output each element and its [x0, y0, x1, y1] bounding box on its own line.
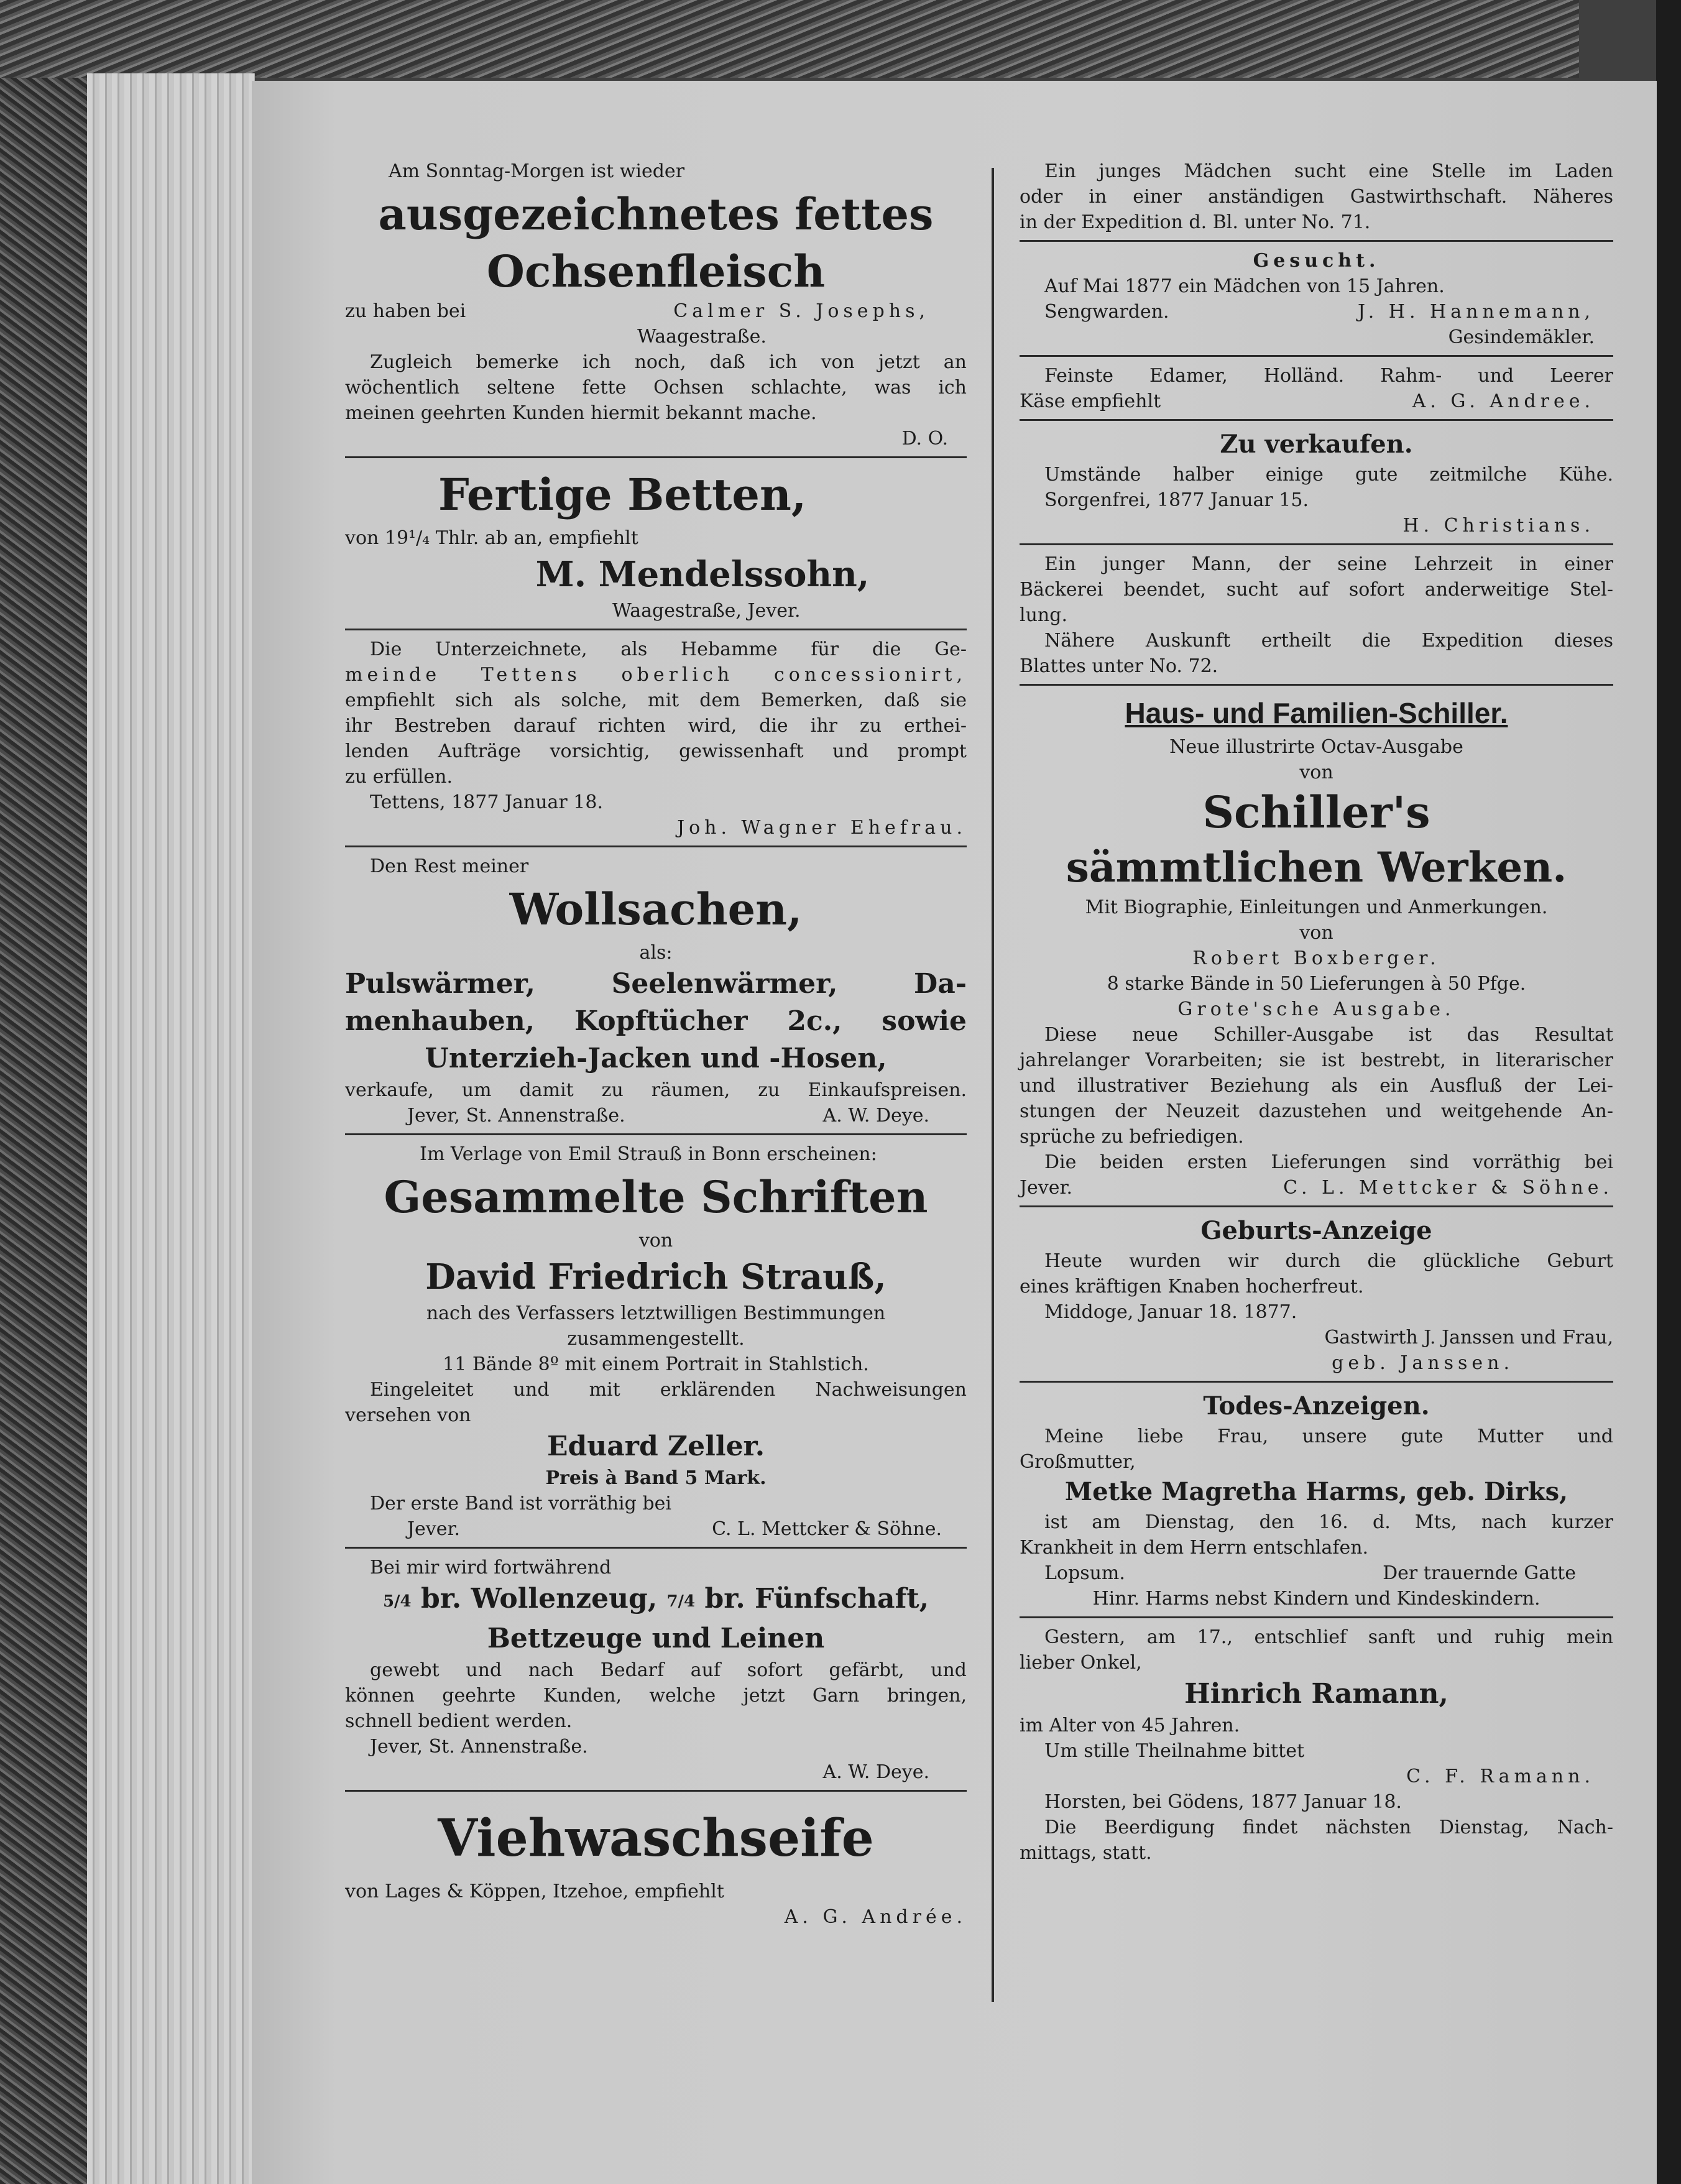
ad-item-line: Bettzeuge und Leinen: [487, 1623, 825, 1654]
ad-signature: A. G. Andrée.: [784, 1906, 967, 1928]
ad-line: [345, 1103, 967, 1128]
ad-address: Waagestraße, Jever.: [612, 600, 801, 622]
ad-text: Großmutter,: [1020, 1451, 1136, 1473]
ad-text: Käse empfiehlt: [1020, 390, 1161, 412]
ad-text: wöchentlich seltene fette Ochsen schlachte, was ich: [345, 377, 967, 399]
ad-location: Sengwarden.: [1044, 301, 1169, 323]
ad-text: Im Verlage von Emil Strauß in Bonn erscheinen:: [420, 1143, 877, 1165]
ad-text: lung.: [1020, 604, 1067, 626]
ad-text: schnell bedient werden.: [345, 1710, 573, 1732]
ad-location: Lopsum.: [1044, 1562, 1125, 1584]
ad-edamer: [1020, 363, 1613, 414]
ad-text: sprüche zu befriedigen.: [1020, 1126, 1244, 1148]
ad-text: können geehrte Kunden, welche jetzt Garn bringen,: [345, 1685, 967, 1707]
ad-text: von 19¹/₄ Thlr. ab an, empfiehlt: [345, 527, 638, 549]
ad-line: [1020, 1560, 1613, 1586]
ad-text: Nähere Auskunft ertheilt die Expedition dieses: [1044, 630, 1613, 652]
ad-separator: [1020, 1616, 1613, 1618]
ad-item: br. Fünfschaft,: [704, 1583, 929, 1615]
ad-text: Gesindemäkler.: [1448, 326, 1595, 348]
page-edges: [87, 73, 255, 2184]
ad-text: Neue illustrirte Octav-Ausgabe: [1169, 736, 1463, 758]
ad-separator: [1020, 240, 1613, 242]
ad-line: [1020, 299, 1613, 325]
ad-item-line: Unterzieh-Jacken und -Hosen,: [425, 1043, 887, 1074]
ad-text: versehen von: [345, 1404, 471, 1426]
ad-editor: Eduard Zeller.: [546, 1431, 765, 1462]
ad-item: br. Wollenzeug,: [420, 1583, 658, 1615]
ad-signature: C. F. Ramann.: [1406, 1766, 1595, 1787]
ad-headline: Viehwaschseife: [438, 1808, 874, 1868]
ad-schiller: [1020, 692, 1613, 1200]
ad-item-line: [345, 1580, 967, 1620]
ad-text: oder in einer anständigen Gastwirthschaft. Näheres: [1020, 186, 1613, 208]
ad-text: 8 starke Bände in 50 Lieferungen à 50 Pfge.: [1107, 973, 1526, 995]
ad-location: Jever, St. Annenstraße.: [370, 1736, 588, 1758]
ad-date: Horsten, bei Gödens, 1877 Januar 18.: [1044, 1791, 1402, 1813]
ad-text: in der Expedition d. Bl. unter No. 71.: [1020, 211, 1371, 233]
ad-text: Die Unterzeichnete, als Hebamme für die Ge-: [370, 638, 967, 660]
ad-text: Der trauernde Gatte: [1383, 1562, 1576, 1584]
ad-text: stungen der Neuzeit dazustehen und weitgehende An-: [1020, 1100, 1613, 1122]
ad-text: Ein junger Mann, der seine Lehrzeit in einer: [1044, 553, 1613, 575]
ad-date: Middoge, Januar 18. 1877.: [1044, 1301, 1297, 1323]
ad-headline: Wollsachen,: [509, 883, 803, 935]
ad-deceased-name: Metke Magretha Harms, geb. Dirks,: [1064, 1477, 1568, 1506]
ad-signature: A. W. Deye.: [822, 1761, 929, 1783]
ad-headline: Gesucht.: [1253, 250, 1380, 272]
ad-text: Gestern, am 17., entschlief sanft und ruhig mein: [1044, 1626, 1613, 1648]
ad-text: ist am Dienstag, den 16. d. Mts, nach kurzer: [1044, 1511, 1613, 1533]
ad-junger-mann: [1020, 551, 1613, 679]
ad-text: Krankheit in dem Herrn entschlafen.: [1020, 1537, 1369, 1559]
ad-separator: [345, 456, 967, 458]
ad-advertiser: Calmer S. Josephs,: [673, 300, 929, 322]
ad-text: verkaufe, um damit zu räumen, zu Einkaufspreisen.: [345, 1079, 967, 1101]
book-binding-left: [0, 0, 87, 2184]
ad-kuehe: [1020, 427, 1613, 538]
ad-text: Feinste Edamer, Holländ. Rahm- und Leerer: [1044, 365, 1613, 387]
ad-date: Sorgenfrei, 1877 Januar 15.: [1044, 489, 1309, 511]
ad-separator: [1020, 355, 1613, 357]
ad-signature: H. Christians.: [1402, 515, 1595, 537]
book-shadow-right: [1656, 0, 1681, 2184]
ad-text: empfiehlt sich als solche, mit dem Bemerken, daß sie: [345, 689, 967, 711]
ad-gesucht: [1020, 248, 1613, 350]
ad-advertiser: J. H. Hannemann,: [1358, 301, 1595, 323]
ad-strauss: [345, 1141, 967, 1542]
ad-text: Zugleich bemerke ich noch, daß ich von jetzt an: [370, 351, 967, 373]
ad-separator: [1020, 543, 1613, 545]
book-binding-top: [0, 0, 1579, 78]
ad-wollsachen: [345, 854, 967, 1128]
ad-separator: [345, 1133, 967, 1135]
ad-separator: [345, 845, 967, 847]
ad-text: zu erfüllen.: [345, 766, 453, 788]
ad-signature: geb. Janssen.: [1332, 1352, 1514, 1374]
ad-text: gewebt und nach Bedarf auf sofort gefärbt, und: [370, 1659, 967, 1681]
left-column: [345, 159, 967, 1930]
ad-text: Diese neue Schiller-Ausgabe ist das Resultat: [1044, 1024, 1613, 1046]
ad-location: Jever, St. Annenstraße.: [407, 1105, 625, 1127]
ad-hebamme: [345, 637, 967, 841]
ad-advertiser: M. Mendelssohn,: [535, 554, 870, 595]
ad-headline: Haus- und Familien-Schiller.: [1125, 697, 1508, 729]
ad-text: Mit Biographie, Einleitungen und Anmerkungen.: [1085, 896, 1548, 918]
ad-separator: [345, 1790, 967, 1792]
ad-text: jahrelanger Vorarbeiten; sie ist bestrebt, in literarischer: [1020, 1049, 1613, 1071]
ad-text: Den Rest meiner: [370, 855, 529, 877]
ad-author: David Friedrich Strauß,: [425, 1256, 887, 1297]
ad-line: [345, 1516, 967, 1542]
ad-text: mittags, statt.: [1020, 1842, 1152, 1864]
ad-headline: Gesammelte Schriften: [384, 1171, 928, 1223]
ad-text: Heute wurden wir durch die glückliche Geburt: [1044, 1250, 1613, 1272]
ad-headline: Zu verkaufen.: [1220, 430, 1413, 459]
column-divider: [992, 168, 994, 2002]
ad-betten: [345, 464, 967, 624]
ad-separator: [345, 1547, 967, 1549]
ad-headline: Todes-Anzeigen.: [1203, 1391, 1430, 1421]
ad-text: und illustrativer Beziehung als ein Ausfluß der Lei-: [1020, 1075, 1613, 1097]
ad-signature: A. G. Andree.: [1412, 390, 1595, 412]
ad-signature: Gastwirth J. Janssen und Frau,: [1324, 1327, 1613, 1348]
ad-text: zusammengestellt.: [567, 1328, 745, 1350]
ad-todes: [1020, 1389, 1613, 1611]
ad-text: Blattes unter No. 72.: [1020, 655, 1218, 677]
ad-text: Meine liebe Frau, unsere gute Mutter und: [1044, 1426, 1613, 1447]
ad-wollenzeug: [345, 1555, 967, 1785]
ad-headline: ausgezeichnetes fettes: [378, 188, 934, 240]
ad-text: Grote'sche Ausgabe.: [1177, 998, 1455, 1020]
ad-ochsenfleisch: [345, 159, 967, 451]
ad-signature: C. L. Mettcker & Söhne.: [712, 1518, 942, 1540]
ad-text: Die beiden ersten Lieferungen sind vorräthig bei: [1044, 1151, 1613, 1173]
ad-maedchen: [1020, 159, 1613, 235]
ad-headline: Schiller's: [1202, 786, 1430, 838]
ad-item-line: Pulswärmer, Seelenwärmer, Da-: [345, 968, 967, 1000]
ad-text: ihr Bestreben darauf richten wird, die ihr zu erthei-: [345, 715, 967, 737]
ad-text: zu haben bei: [345, 300, 466, 322]
ad-text: 11 Bände 8º mit einem Portrait in Stahlstich.: [443, 1353, 869, 1375]
ad-text: Umstände halber einige gute zeitmilche Kühe.: [1044, 464, 1613, 486]
ad-headline: sämmtlichen Werken.: [1066, 843, 1567, 892]
ad-separator: [345, 629, 967, 630]
ad-separator: [1020, 1381, 1613, 1383]
ad-fraction: 5/4: [382, 1592, 412, 1611]
ad-text: im Alter von 45 Jahren.: [1020, 1715, 1240, 1736]
ad-signature: C. L. Mettcker & Söhne.: [1283, 1177, 1613, 1199]
ad-line: [1020, 389, 1613, 414]
ad-line: [345, 298, 967, 324]
ad-price: Preis à Band 5 Mark.: [545, 1467, 767, 1489]
ad-text: Bäckerei beendet, sucht auf sofort anderweitige Stel-: [1020, 579, 1613, 601]
ad-separator: [1020, 684, 1613, 686]
right-column: [1020, 159, 1613, 1866]
ad-text: Eingeleitet und mit erklärenden Nachweisungen: [370, 1379, 967, 1401]
ad-signature: Hinr. Harms nebst Kindern und Kindeskindern.: [1092, 1588, 1541, 1610]
ad-separator: [1020, 419, 1613, 421]
ad-line: [1020, 1175, 1613, 1200]
ad-deceased-name: Hinrich Ramann,: [1184, 1678, 1448, 1710]
ad-text: als:: [639, 942, 673, 964]
ad-geburt: [1020, 1214, 1613, 1376]
ad-address: Waagestraße.: [637, 326, 767, 348]
ad-item-line: menhauben, Kopftücher 2c., sowie: [345, 1005, 967, 1037]
ad-ramann: [1020, 1624, 1613, 1866]
ad-text: Die Beerdigung findet nächsten Dienstag, Nach-: [1044, 1817, 1613, 1838]
ad-text: lenden Aufträge vorsichtig, gewissenhaft und prompt: [345, 740, 967, 762]
ad-signature: A. W. Deye.: [822, 1105, 929, 1127]
ad-signature: Joh. Wagner Ehefrau.: [677, 817, 967, 839]
ad-text: Bei mir wird fortwährend: [370, 1557, 612, 1578]
ad-text: Ein junges Mädchen sucht eine Stelle im Laden: [1044, 160, 1613, 182]
ad-text: von Lages & Köppen, Itzehoe, empfiehlt: [345, 1881, 724, 1902]
ad-signature: D. O.: [901, 428, 948, 449]
ad-text: Um stille Theilnahme bittet: [1044, 1740, 1305, 1762]
ad-separator: [1020, 1205, 1613, 1207]
ad-text: meinen geehrten Kunden hiermit bekannt mache.: [345, 402, 817, 424]
ad-text: Am Sonntag-Morgen ist wieder: [389, 160, 685, 182]
ad-text: nach des Verfassers letztwilligen Bestimmungen: [426, 1302, 886, 1324]
ad-text: lieber Onkel,: [1020, 1652, 1142, 1674]
ad-text: Auf Mai 1877 ein Mädchen von 15 Jahren.: [1044, 275, 1445, 297]
ad-location: Jever.: [407, 1518, 461, 1540]
ad-text: von: [1299, 922, 1333, 944]
ad-author: Robert Boxberger.: [1192, 947, 1440, 969]
ad-headline: Geburts-Anzeige: [1200, 1216, 1432, 1245]
ad-viehwaschseife: [345, 1798, 967, 1930]
ad-headline: Fertige Betten,: [438, 469, 807, 520]
ad-text: meinde Tettens oberlich concessionirt,: [345, 664, 967, 686]
ad-text: eines kräftigen Knaben hocherfreut.: [1020, 1276, 1364, 1297]
ad-date: Tettens, 1877 Januar 18.: [370, 791, 603, 813]
ad-headline: Ochsenfleisch: [486, 246, 826, 297]
ad-text: von: [1299, 762, 1333, 783]
ad-fraction: 7/4: [666, 1592, 696, 1611]
ad-text: Der erste Band ist vorräthig bei: [370, 1493, 671, 1514]
ad-location: Jever.: [1020, 1177, 1073, 1199]
ad-text: von: [638, 1230, 673, 1251]
